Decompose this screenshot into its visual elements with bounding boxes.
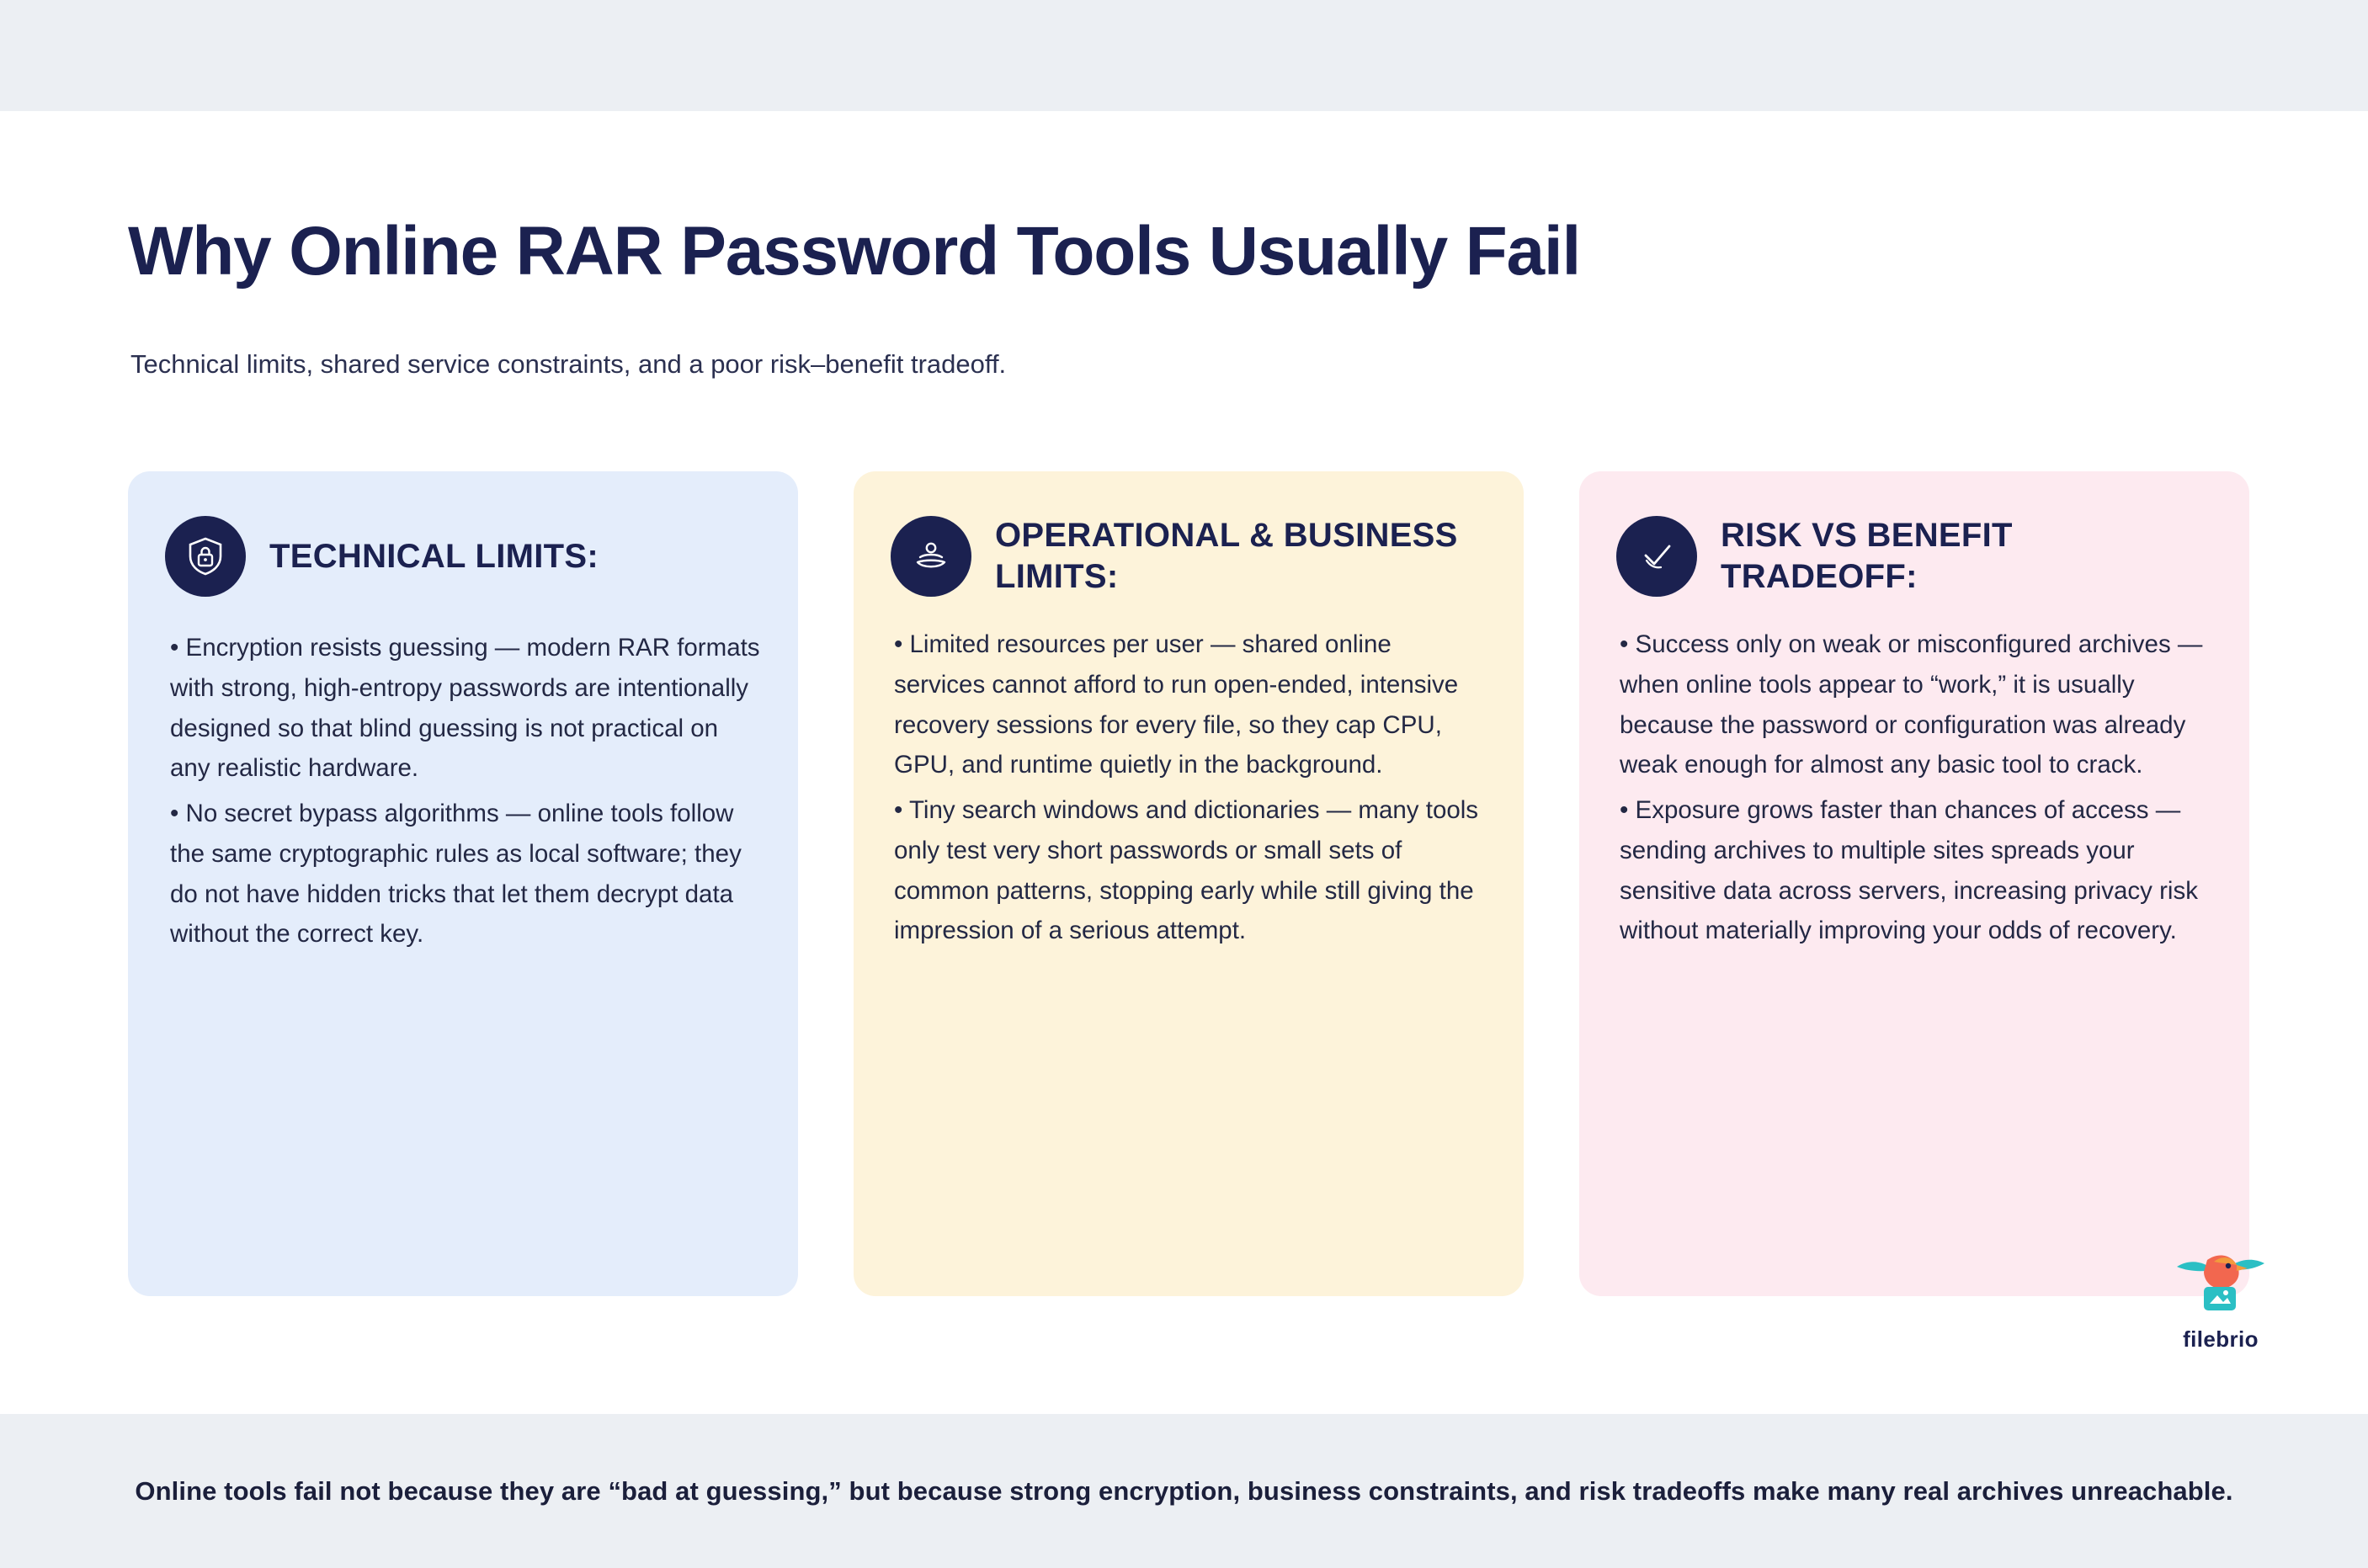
hand-holding-icon	[891, 516, 971, 597]
card-group	[128, 471, 2249, 1296]
bird-logo-icon	[2170, 1241, 2271, 1319]
bullet-item: • Encryption resists guessing — modern RAR formats with strong, high-entropy passwords are intentionally designed so that blind guessing is not practical on any realistic hardware.	[170, 634, 760, 783]
top-band	[0, 0, 2368, 111]
footer-text: Online tools fail not because they are “bad at guessing,” but because strong encryption, business constraints, and risk tradeoffs make many real archives unreachable.	[135, 1475, 2233, 1506]
card-header	[891, 510, 1487, 603]
card-body	[165, 628, 761, 954]
card-header	[1616, 510, 2212, 603]
card-title: OPERATIONAL & BUSINESS LIMITS:	[995, 517, 1458, 595]
card-operational-business-limits	[854, 471, 1524, 1296]
brand-logo	[2153, 1241, 2288, 1353]
footer-band	[0, 1414, 2368, 1568]
card-body	[1616, 625, 2212, 951]
card-header	[165, 510, 761, 603]
page-title: Why Online RAR Password Tools Usually Fail	[128, 213, 1581, 290]
card-technical-limits	[128, 471, 798, 1296]
brand-name: filebrio	[2183, 1326, 2259, 1352]
bullet-item: • No secret bypass algorithms — online tools follow the same cryptographic rules as local software; they do not have hidden tricks that let them decrypt data without the correct key.	[170, 800, 742, 949]
bullet-item: • Limited resources per user — shared online services cannot afford to run open-ended, intensive recovery sessions for every file, so they cap CPU, GPU, and runtime quietly in the background.	[894, 630, 1459, 779]
checkmark-icon	[1616, 516, 1697, 597]
card-title: RISK VS BENEFIT TRADEOFF:	[1721, 517, 2013, 595]
bullet-item: • Exposure grows faster than chances of access — sending archives to multiple sites spreads your sensitive data across servers, increasing privacy risk without materially improving your odds of recovery.	[1620, 796, 2198, 945]
bullet-item: • Tiny search windows and dictionaries — many tools only test very short passwords or small sets of common patterns, stopping early while still giving the impression of a serious attempt.	[894, 796, 1479, 945]
page-subtitle: Technical limits, shared service constraints, and a poor risk–benefit tradeoff.	[130, 349, 1007, 379]
bullet-item: • Success only on weak or misconfigured archives — when online tools appear to “work,” it is usually because the password or configuration was already weak enough for almost any basic tool to crack.	[1620, 630, 2203, 779]
card-risk-vs-benefit	[1579, 471, 2249, 1296]
card-body	[891, 625, 1487, 951]
card-title: TECHNICAL LIMITS:	[269, 537, 599, 575]
lock-shield-icon	[165, 516, 246, 597]
